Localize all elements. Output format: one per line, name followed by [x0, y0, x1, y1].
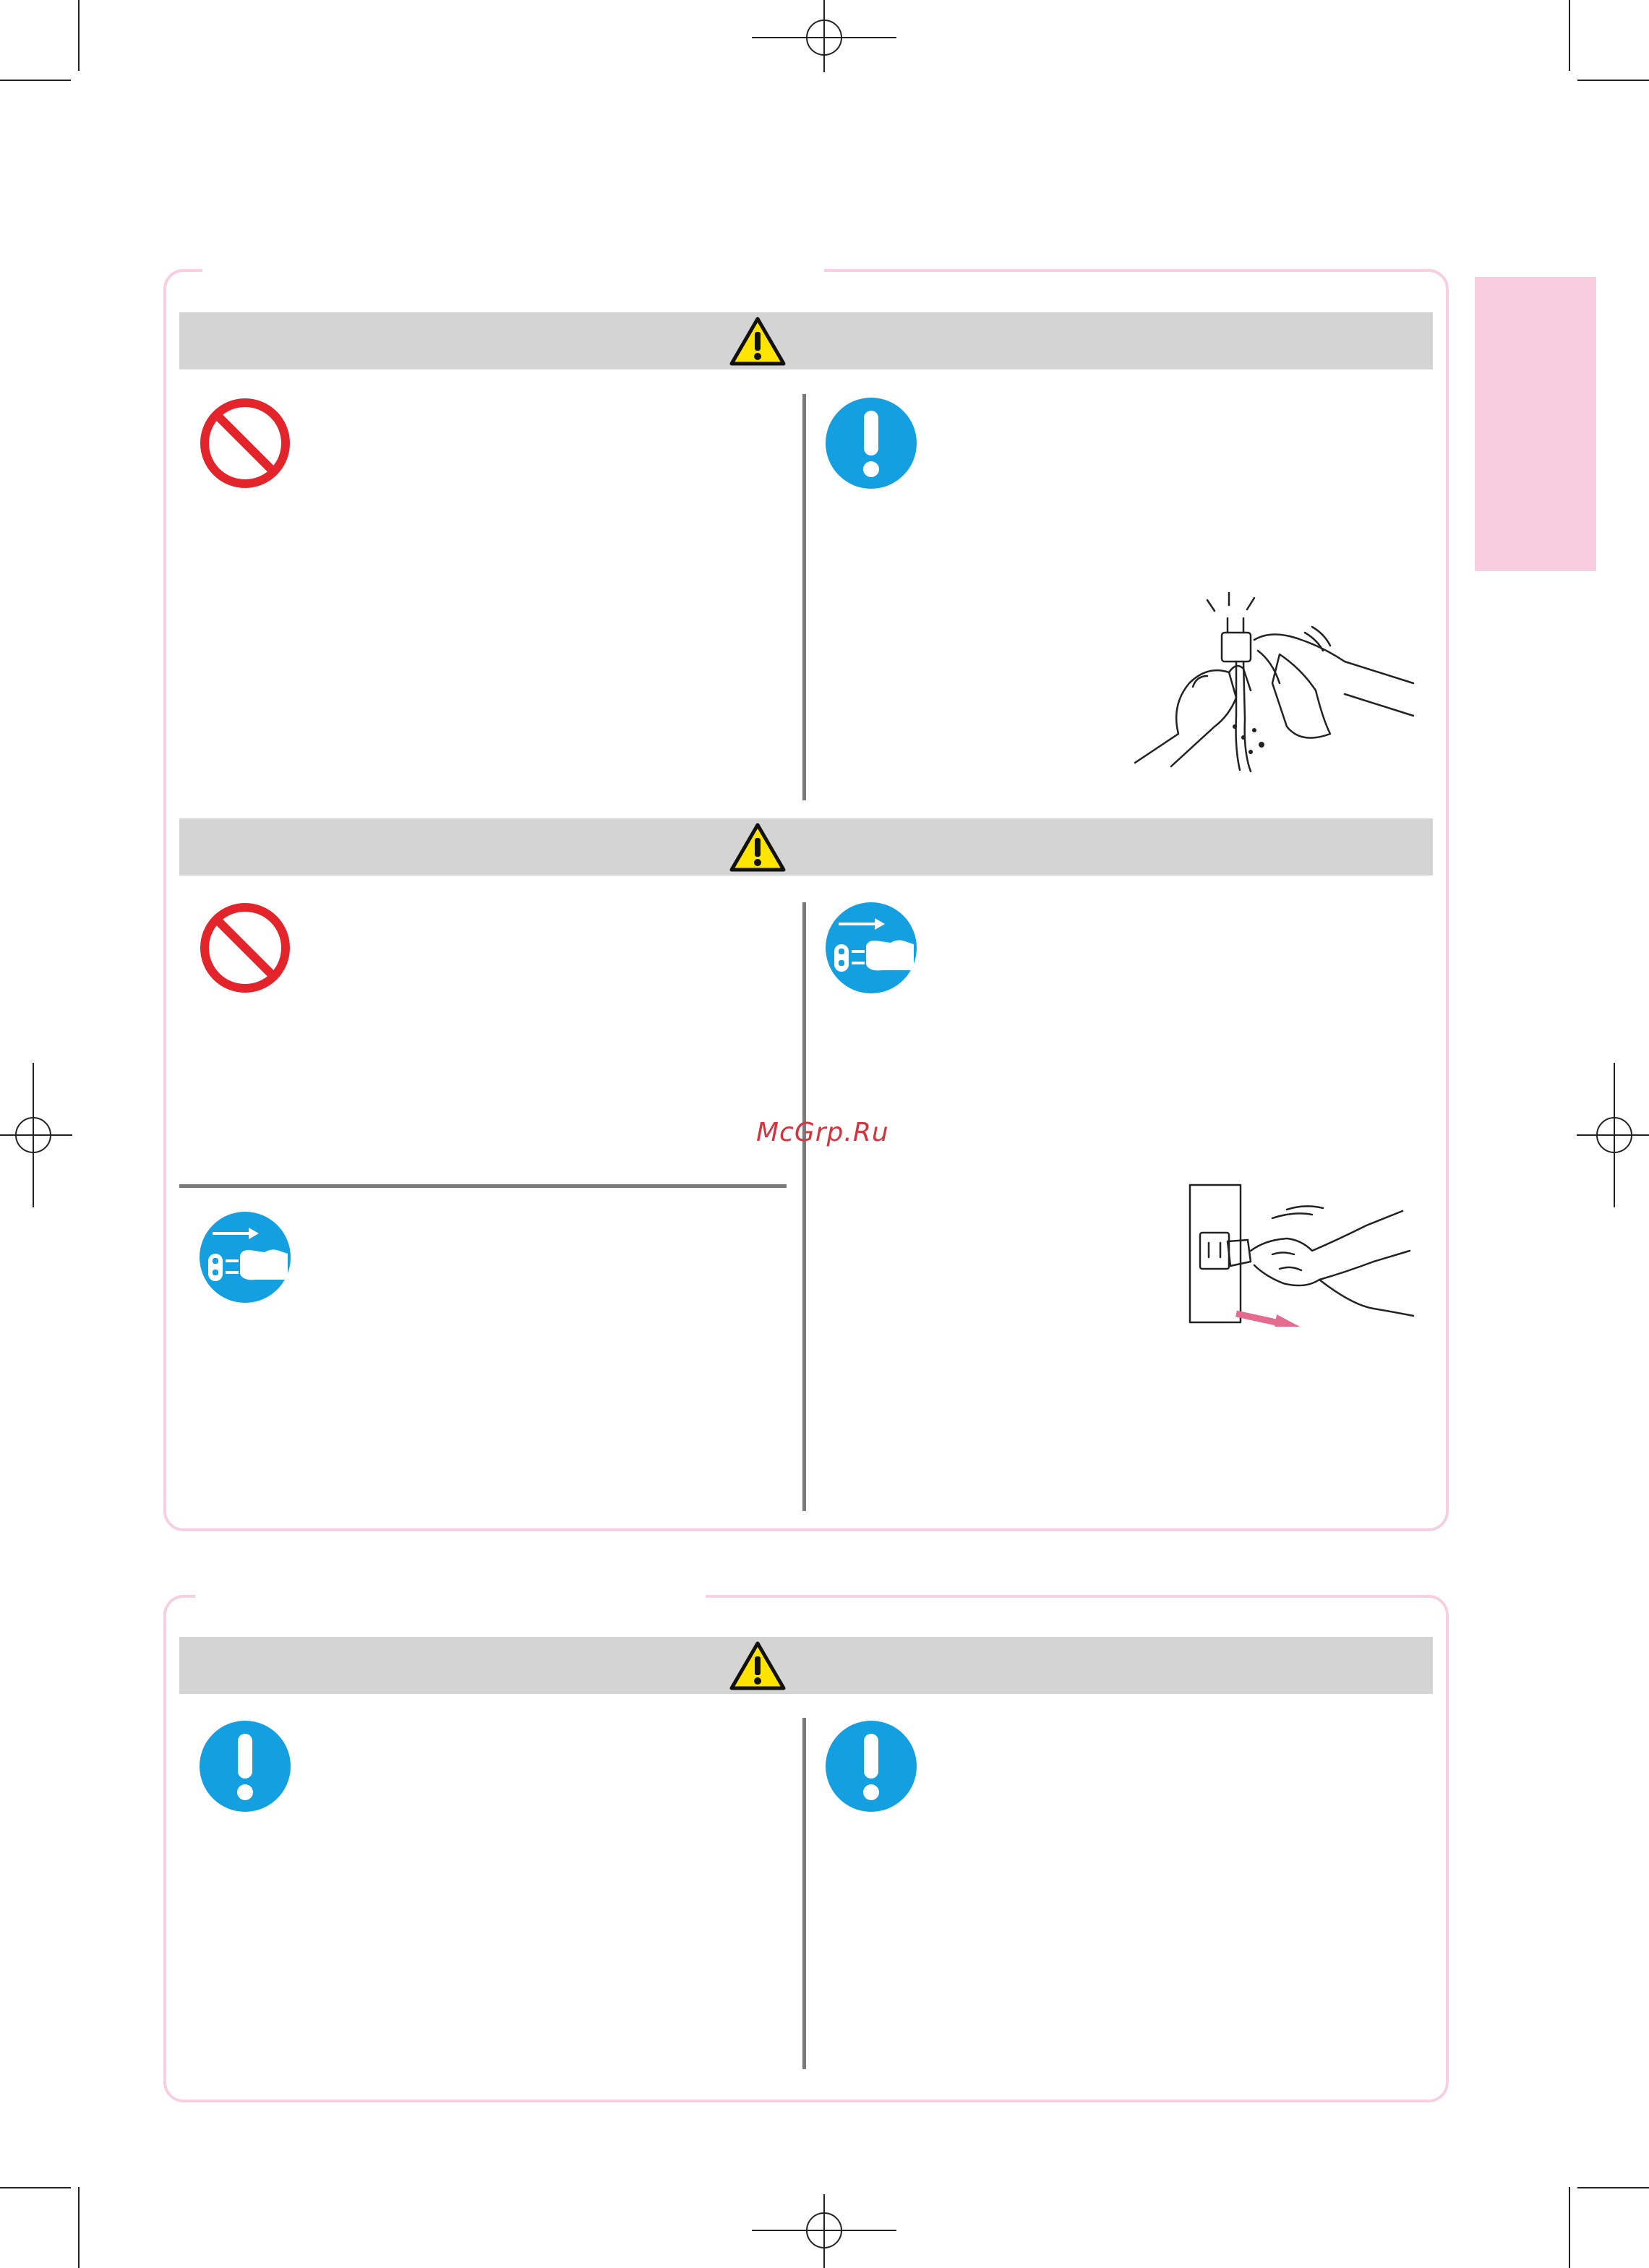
- warning-band-1: [179, 312, 1433, 369]
- warning-band-3: [179, 1637, 1433, 1694]
- warning-triangle-icon: [729, 822, 787, 873]
- column-divider: [802, 394, 806, 800]
- warning-triangle-icon: [729, 1640, 787, 1691]
- pulling-plug-illustration: [1186, 1182, 1417, 1327]
- warning-triangle-icon: [729, 316, 787, 367]
- unplug-icon: [824, 901, 918, 995]
- prohibition-icon: [198, 901, 292, 995]
- registration-mark-top: [752, 0, 896, 72]
- registration-mark-right: [1577, 1063, 1649, 1207]
- exclamation-mandatory-icon: [198, 1719, 292, 1813]
- column-divider: [802, 1718, 806, 2069]
- warning-band-2: [179, 818, 1433, 876]
- column-divider: [802, 902, 806, 1511]
- safety-panel-1: [163, 269, 1449, 1531]
- chapter-side-tab: [1475, 277, 1596, 571]
- panel-1-title-gap: [202, 268, 824, 273]
- exclamation-mandatory-icon: [824, 1719, 918, 1813]
- watermark: McGrp.Ru: [756, 1118, 889, 1147]
- panel-2-title-gap: [195, 1593, 706, 1599]
- unplug-icon: [198, 1210, 292, 1304]
- registration-mark-bottom: [752, 2194, 896, 2268]
- wiping-plug-illustration: [1128, 589, 1417, 777]
- row-divider: [179, 1184, 787, 1188]
- exclamation-mandatory-icon: [824, 396, 918, 490]
- registration-mark-left: [0, 1063, 72, 1207]
- prohibition-icon: [198, 396, 292, 490]
